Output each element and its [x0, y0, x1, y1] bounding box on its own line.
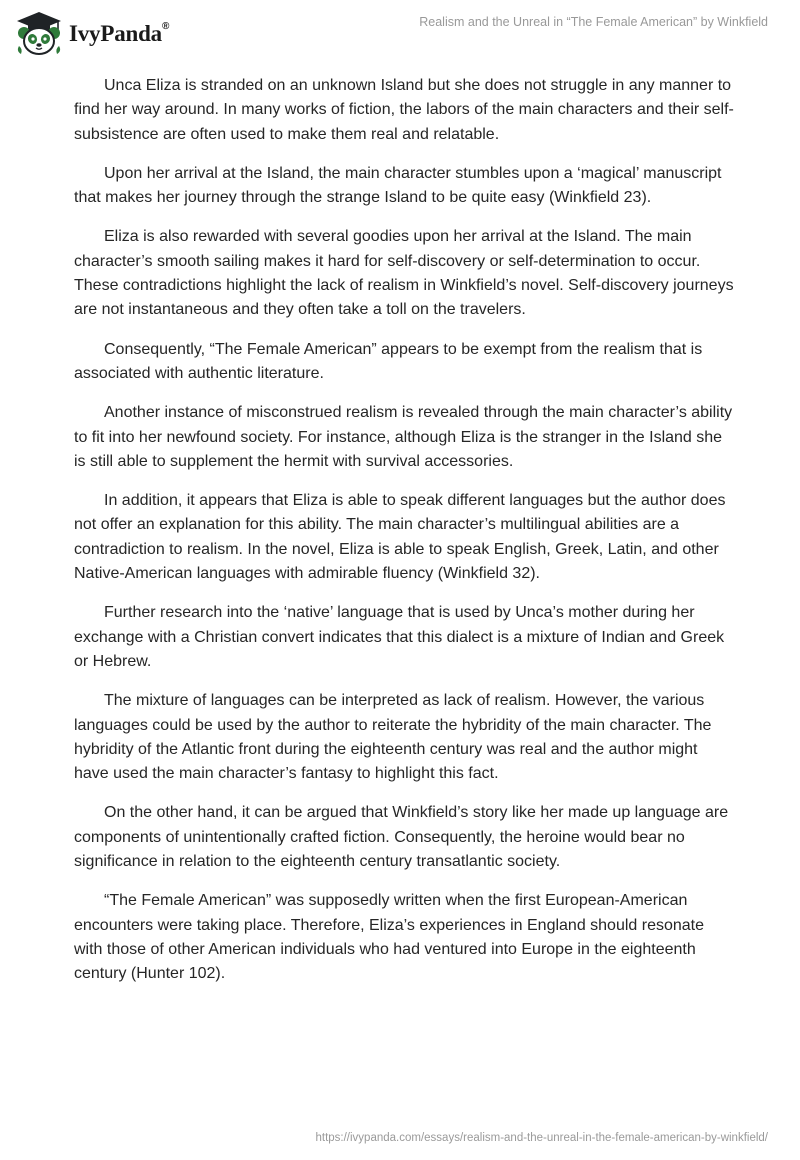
- paragraph: Consequently, “The Female American” appears to be exempt from the realism that is associated with authentic literature.: [74, 340, 703, 382]
- document-title: Realism and the Unreal in “The Female American” by Winkfield: [419, 15, 768, 29]
- paragraph: Upon her arrival at the Island, the main character stumbles upon a ‘magical’ manuscript that makes her journey through the strange Island to be quite easy (Winkfield 23).: [74, 164, 722, 207]
- paragraph: The mixture of languages can be interpreted as lack of realism. However, the various languages could be used by the author to reiterate the hybridity of the main character. The hybridity of the Atlantic front during the eighteenth century was real and the author might have used the main character’s fantasy to highlight this fact.: [74, 692, 712, 783]
- page-header: [0, 0, 800, 60]
- paragraph: “The Female American” was supposedly written when the first European-American encounters were taking place. Therefore, Eliza’s experiences in England should resonate with those of other American individuals who had ventured into Europe in the eighteenth century (Hunter 102).: [74, 892, 705, 983]
- brand-name: IvyPanda®: [69, 21, 170, 46]
- paragraph: Eliza is also rewarded with several goodies upon her arrival at the Island. The main character’s smooth sailing makes it hard for self-discovery or self-determination to occur. These contradictions highlight the lack of realism in Winkfield’s novel. Self-discovery journeys are not instantaneous and they often take a toll on the travelers.: [74, 228, 734, 319]
- paragraph: In addition, it appears that Eliza is able to speak different languages but the author does not offer an explanation for this ability. The main character’s multilingual abilities are a contradiction to realism. In the novel, Eliza is able to speak English, Greek, Latin, and other Native-American languages with admirable fluency (Winkfield 32).: [74, 492, 726, 583]
- paragraph: On the other hand, it can be argued that Winkfield’s story like her made up language are components of unintentionally crafted fiction. Consequently, the heroine would bear no significance in relation to the eighteenth century transatlantic society.: [74, 804, 729, 871]
- paragraph: Another instance of misconstrued realism is revealed through the main character’s ability to fit into her newfound society. For instance, although Eliza is the stranger in the Island she is still able to supplement the hermit with survival accessories.: [74, 404, 733, 470]
- paragraph: Further research into the ‘native’ language that is used by Unca’s mother during her exchange with a Christian convert indicates that this dialect is a mixture of Indian and Greek or Hebrew.: [74, 604, 725, 670]
- paragraph: Unca Eliza is stranded on an unknown Island but she does not struggle in any manner to find her way around. In many works of fiction, the labors of the main characters and their self-subsistence are often used to make them real and relatable.: [74, 77, 734, 143]
- registered-mark: ®: [161, 21, 170, 33]
- source-url[interactable]: https://ivypanda.com/essays/realism-and-the-unreal-in-the-female-american-by-winkfield/: [315, 1132, 768, 1144]
- essay-body: [74, 74, 734, 1002]
- site-logo[interactable]: [14, 10, 169, 56]
- panda-graduate-icon: [14, 10, 64, 56]
